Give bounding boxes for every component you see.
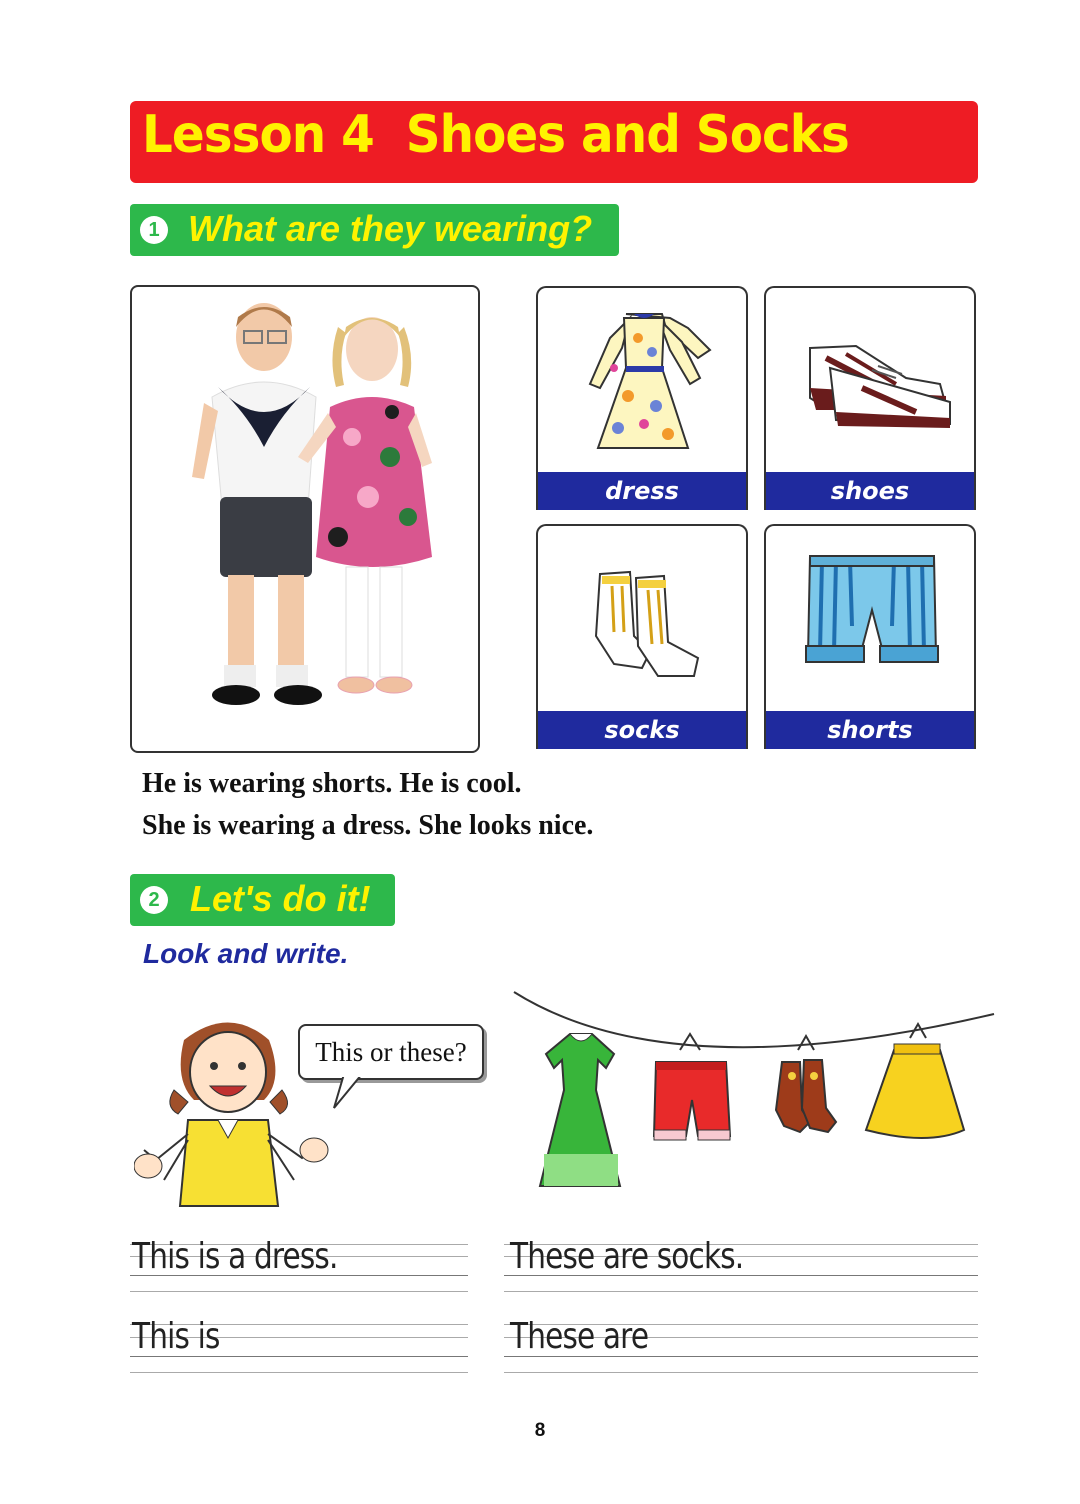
vocab-card-dress — [536, 286, 748, 510]
sentence-girl: She is wearing a dress. She looks nice. — [142, 810, 594, 841]
section-1-number: 1 — [140, 216, 168, 244]
children-photo-illustration — [132, 287, 478, 751]
writing-guide-line — [504, 1291, 978, 1292]
vocab-label-dress: dress — [538, 472, 746, 510]
writing-right-1: These are socks. — [510, 1236, 744, 1277]
shoes-icon — [766, 288, 976, 474]
vocab-label-shorts: shorts — [766, 711, 974, 749]
section-2-number: 2 — [140, 886, 168, 914]
speech-bubble-text: This or these? — [315, 1037, 467, 1067]
writing-guide-line — [504, 1372, 978, 1373]
section-1-heading — [130, 204, 619, 256]
writing-right-2: These are — [510, 1316, 649, 1357]
writing-left-1: This is a dress. — [132, 1236, 338, 1277]
socks-icon — [538, 526, 748, 713]
vocab-card-socks — [536, 524, 748, 749]
section-2-heading — [130, 874, 395, 926]
speech-bubble-tail — [330, 1074, 370, 1110]
vocab-card-shoes — [764, 286, 976, 510]
shorts-icon — [766, 526, 976, 713]
vocab-label-shoes: shoes — [766, 472, 974, 510]
clothesline-illustration — [510, 990, 1000, 1200]
writing-left-2: This is — [132, 1316, 220, 1357]
sentence-boy: He is wearing shorts. He is cool. — [142, 768, 522, 799]
children-photo — [130, 285, 480, 753]
vocab-card-shorts — [764, 524, 976, 749]
writing-guide-line — [130, 1372, 468, 1373]
section-2-title: Let's do it! — [190, 878, 371, 919]
page-number: 8 — [534, 1420, 546, 1441]
lesson-title: Lesson 4 Shoes and Socks — [142, 105, 849, 165]
speech-bubble — [298, 1024, 484, 1080]
section-1-title: What are they wearing? — [188, 208, 593, 249]
dress-icon — [538, 288, 748, 474]
instruction-text: Look and write. — [143, 938, 349, 969]
lesson-banner — [130, 101, 978, 183]
writing-guide-line — [130, 1291, 468, 1292]
vocab-label-socks: socks — [538, 711, 746, 749]
